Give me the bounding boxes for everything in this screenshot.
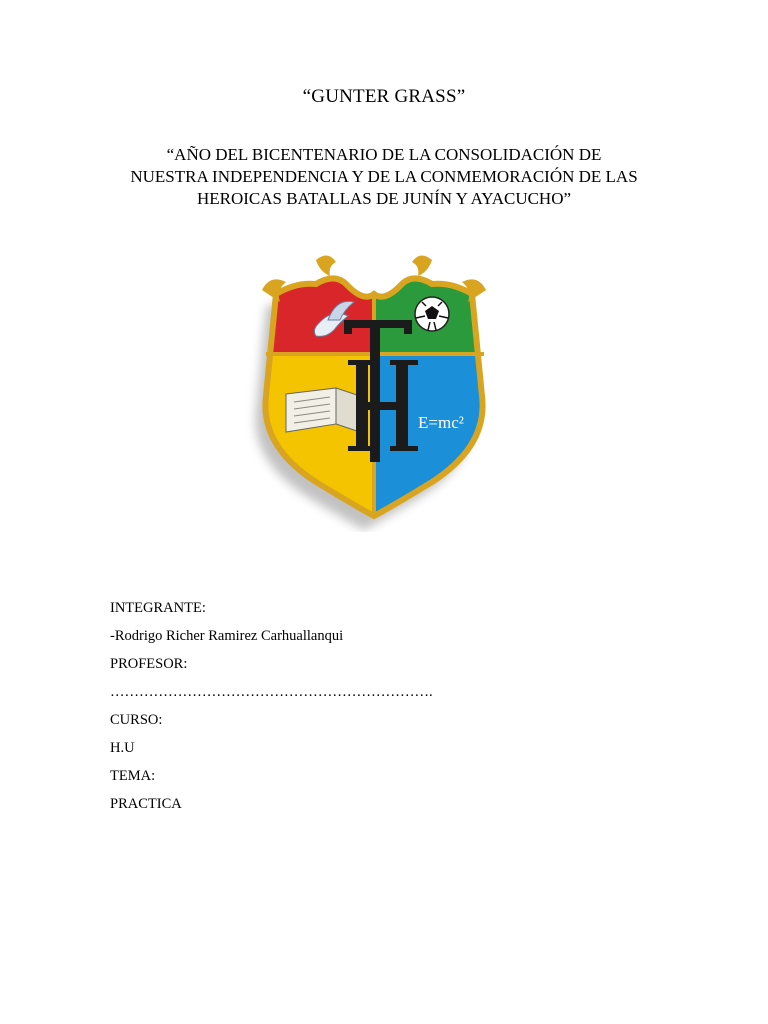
school-crest-icon xyxy=(236,246,512,532)
profesor-value: …………………………………………………………. xyxy=(110,684,433,700)
crest-formula: E=mc² xyxy=(418,413,464,432)
curso-value: H.U xyxy=(110,740,135,756)
soccer-ball-icon xyxy=(415,297,449,331)
year-motto-line-3: HEROICAS BATALLAS DE JUNÍN Y AYACUCHO” xyxy=(196,189,572,208)
open-book-icon xyxy=(286,388,360,432)
year-motto xyxy=(100,144,668,210)
curso-label: CURSO: xyxy=(110,712,163,728)
school-name: “GUNTER GRASS” xyxy=(302,86,466,107)
year-motto-line-1: “AÑO DEL BICENTENARIO DE LA CONSOLIDACIÓN DE xyxy=(166,145,602,164)
tema-label: TEMA: xyxy=(110,768,156,784)
cover-details xyxy=(110,598,670,822)
year-motto-line-2: NUESTRA INDEPENDENCIA Y DE LA CONMEMORACIÓN DE LAS xyxy=(130,167,638,186)
integrante-value: -Rodrigo Richer Ramirez Carhuallanqui xyxy=(110,628,344,644)
crest-red-quarter xyxy=(236,246,374,354)
crest-green-quarter xyxy=(374,246,512,354)
tema-value: PRACTICA xyxy=(110,796,182,812)
integrante-label: INTEGRANTE: xyxy=(110,600,206,616)
profesor-label: PROFESOR: xyxy=(110,656,188,672)
